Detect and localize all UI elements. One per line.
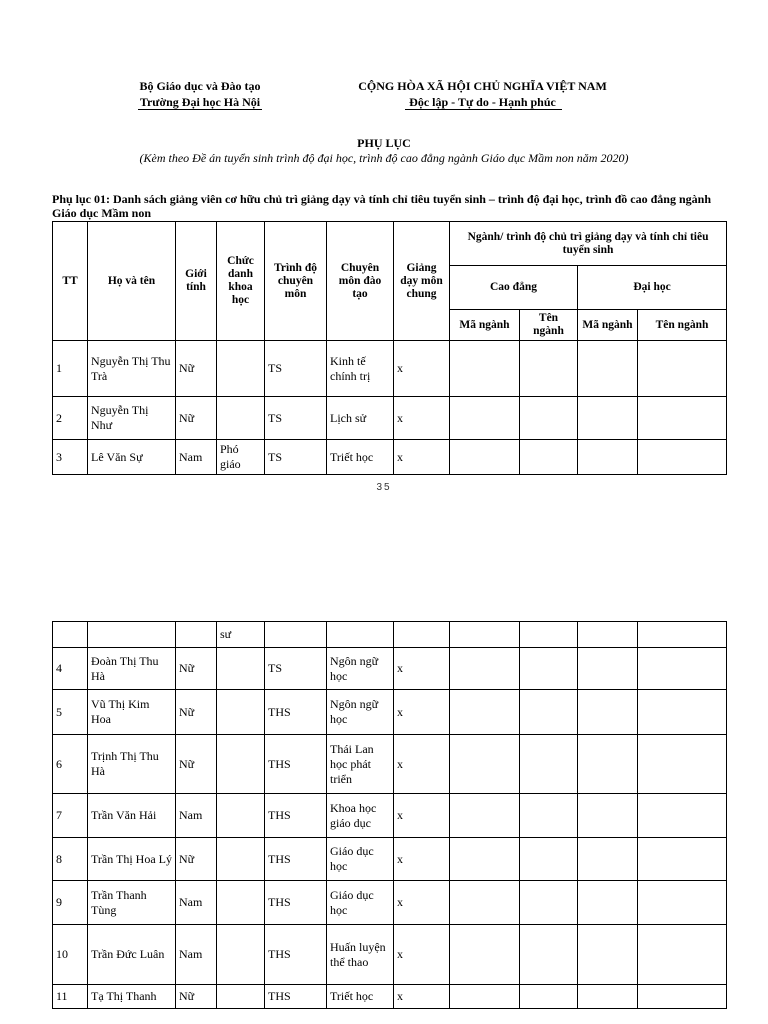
cell-empty: [578, 341, 638, 397]
cell-title: Phó giáo: [217, 440, 265, 475]
cell-tt: 8: [53, 838, 88, 881]
national-motto: CỘNG HÒA XÃ HỘI CHỦ NGHĨA VIỆT NAM: [358, 79, 607, 93]
cell-empty: [450, 794, 520, 838]
cell-degree: TS: [265, 648, 327, 690]
header-gender: Giới tính: [176, 222, 217, 341]
cell-general: x: [394, 925, 450, 985]
cell-general: x: [394, 690, 450, 735]
cell-major: Ngôn ngữ học: [327, 648, 394, 690]
header-college-name: Tên ngành: [520, 310, 578, 341]
cell-title: [217, 341, 265, 397]
section-title: Phụ lục 01: Danh sách giảng viên cơ hữu chủ trì giảng dạy và tính chỉ tiêu tuyển sinh – trình độ đại học, trình đồ cao đẳng ngành Giáo dục Mầm non: [52, 192, 711, 220]
table-row: [53, 735, 727, 794]
cell-major: Ngôn ngữ học: [327, 690, 394, 735]
cell-empty: [578, 440, 638, 475]
cell-name: Tạ Thị Thanh: [88, 985, 176, 1009]
cell-general: x: [394, 794, 450, 838]
cell-tt: 4: [53, 648, 88, 690]
university-name: Trường Đại học Hà Nội: [139, 95, 261, 109]
cell-tt: 7: [53, 794, 88, 838]
cell-tt: 5: [53, 690, 88, 735]
cell-tt: [53, 622, 88, 648]
cell-empty: [520, 622, 578, 648]
cell-name: [88, 622, 176, 648]
cell-title: [217, 925, 265, 985]
cell-empty: [520, 985, 578, 1009]
cell-empty: [578, 925, 638, 985]
cell-empty: [578, 881, 638, 925]
cell-gender: Nữ: [176, 735, 217, 794]
cell-gender: Nam: [176, 881, 217, 925]
lecturer-table-page1: [52, 221, 727, 475]
cell-name: Trịnh Thị Thu Hà: [88, 735, 176, 794]
header-major: Chuyên môn đào tạo: [327, 222, 394, 341]
cell-name: Đoàn Thị Thu Hà: [88, 648, 176, 690]
table-row: [53, 985, 727, 1009]
cell-empty: [578, 794, 638, 838]
cell-empty: [638, 648, 727, 690]
cell-title: [217, 735, 265, 794]
cell-name: Trần Thị Hoa Lý: [88, 838, 176, 881]
cell-name: Vũ Thị Kim Hoa: [88, 690, 176, 735]
cell-gender: Nữ: [176, 648, 217, 690]
cell-general: x: [394, 838, 450, 881]
cell-degree: [265, 622, 327, 648]
cell-empty: [450, 648, 520, 690]
cell-name: Nguyễn Thị Thu Trà: [88, 341, 176, 397]
cell-empty: [638, 925, 727, 985]
cell-gender: Nam: [176, 925, 217, 985]
cell-empty: [520, 881, 578, 925]
cell-empty: [638, 794, 727, 838]
cell-gender: Nữ: [176, 690, 217, 735]
cell-degree: TS: [265, 341, 327, 397]
cell-tt: 3: [53, 440, 88, 475]
cell-empty: [450, 341, 520, 397]
header-university-code: Mã ngành: [578, 310, 638, 341]
cell-empty: [520, 735, 578, 794]
table-row: [53, 341, 727, 397]
cell-major: Giáo dục học: [327, 881, 394, 925]
header-tt: TT: [53, 222, 88, 341]
cell-empty: [520, 648, 578, 690]
cell-empty: [638, 985, 727, 1009]
cell-name: Trần Thanh Tùng: [88, 881, 176, 925]
cell-empty: [638, 690, 727, 735]
cell-major: Huấn luyện thể thao: [327, 925, 394, 985]
cell-tt: 11: [53, 985, 88, 1009]
cell-title: [217, 881, 265, 925]
header-college-code: Mã ngành: [450, 310, 520, 341]
cell-gender: Nam: [176, 440, 217, 475]
table-row: [53, 838, 727, 881]
cell-empty: [520, 341, 578, 397]
cell-tt: 10: [53, 925, 88, 985]
table-row: [53, 622, 727, 648]
cell-degree: THS: [265, 794, 327, 838]
cell-major: Giáo dục học: [327, 838, 394, 881]
cell-empty: [638, 622, 727, 648]
header-general-teaching: Giảng dạy môn chung: [394, 222, 450, 341]
cell-empty: [578, 735, 638, 794]
header-college: Cao đẳng: [450, 266, 578, 310]
cell-title: [217, 838, 265, 881]
header-university-name: Tên ngành: [638, 310, 727, 341]
cell-tt: 2: [53, 397, 88, 440]
header-degree: Trình độ chuyên môn: [265, 222, 327, 341]
page-number: 35: [376, 482, 392, 493]
cell-general: x: [394, 648, 450, 690]
cell-empty: [638, 397, 727, 440]
cell-empty: [578, 838, 638, 881]
table-row: [53, 690, 727, 735]
cell-empty: [450, 690, 520, 735]
cell-gender: Nam: [176, 794, 217, 838]
cell-title: [217, 985, 265, 1009]
cell-title: [217, 690, 265, 735]
cell-empty: [450, 397, 520, 440]
cell-gender: [176, 622, 217, 648]
university-underline: [138, 109, 262, 110]
cell-major: [327, 622, 394, 648]
cell-empty: [450, 925, 520, 985]
cell-empty: [638, 341, 727, 397]
header-group: Ngành/ trình độ chủ trì giảng dạy và tính chỉ tiêu tuyển sinh: [450, 222, 727, 266]
cell-name: Nguyễn Thị Như: [88, 397, 176, 440]
cell-empty: [520, 440, 578, 475]
cell-empty: [578, 690, 638, 735]
cell-empty: [520, 838, 578, 881]
cell-general: [394, 622, 450, 648]
table-row: [53, 881, 727, 925]
header-academic-title: Chức danh khoa học: [217, 222, 265, 341]
cell-title: [217, 794, 265, 838]
appendix-subtitle: (Kèm theo Đề án tuyển sinh trình độ đại học, trình độ cao đẳng ngành Giáo dục Mầm non năm 2020): [139, 151, 629, 165]
national-slogan: Độc lập - Tự do - Hạnh phúc: [409, 95, 556, 109]
table-row: [53, 440, 727, 475]
cell-title: [217, 648, 265, 690]
cell-gender: Nữ: [176, 985, 217, 1009]
cell-gender: Nữ: [176, 397, 217, 440]
ministry-name: Bộ Giáo dục và Đào tạo: [139, 79, 261, 93]
cell-major: Khoa học giáo dục: [327, 794, 394, 838]
cell-general: x: [394, 440, 450, 475]
cell-empty: [520, 397, 578, 440]
cell-degree: THS: [265, 881, 327, 925]
cell-general: x: [394, 341, 450, 397]
cell-degree: THS: [265, 925, 327, 985]
cell-major: Thái Lan học phát triển: [327, 735, 394, 794]
cell-title: [217, 397, 265, 440]
cell-degree: THS: [265, 985, 327, 1009]
cell-name: Lê Văn Sự: [88, 440, 176, 475]
cell-degree: THS: [265, 690, 327, 735]
table-row: [53, 925, 727, 985]
ministry-header: [100, 78, 300, 110]
header-name: Họ và tên: [88, 222, 176, 341]
cell-gender: Nữ: [176, 341, 217, 397]
cell-empty: [638, 838, 727, 881]
cell-tt: 6: [53, 735, 88, 794]
cell-empty: [520, 690, 578, 735]
cell-empty: [450, 881, 520, 925]
slogan-underline: [405, 109, 562, 110]
cell-gender: Nữ: [176, 838, 217, 881]
header-university: Đại học: [578, 266, 727, 310]
cell-empty: [638, 881, 727, 925]
table-row: [53, 648, 727, 690]
cell-name: Trần Đức Luân: [88, 925, 176, 985]
cell-empty: [450, 838, 520, 881]
cell-empty: [578, 648, 638, 690]
cell-empty: [450, 622, 520, 648]
cell-major: Triết học: [327, 440, 394, 475]
cell-major: Triết học: [327, 985, 394, 1009]
national-header: [320, 78, 645, 110]
cell-empty: [578, 397, 638, 440]
cell-degree: TS: [265, 440, 327, 475]
cell-title: sư: [217, 622, 265, 648]
cell-general: x: [394, 881, 450, 925]
cell-empty: [450, 440, 520, 475]
cell-empty: [638, 440, 727, 475]
cell-empty: [578, 622, 638, 648]
cell-major: Lịch sử: [327, 397, 394, 440]
cell-major: Kinh tế chính trị: [327, 341, 394, 397]
cell-empty: [578, 985, 638, 1009]
cell-degree: THS: [265, 735, 327, 794]
cell-general: x: [394, 985, 450, 1009]
cell-degree: TS: [265, 397, 327, 440]
cell-empty: [450, 985, 520, 1009]
lecturer-table-page2: [52, 621, 727, 1009]
cell-empty: [520, 794, 578, 838]
cell-tt: 9: [53, 881, 88, 925]
cell-degree: THS: [265, 838, 327, 881]
cell-general: x: [394, 735, 450, 794]
cell-empty: [450, 735, 520, 794]
cell-empty: [520, 925, 578, 985]
cell-general: x: [394, 397, 450, 440]
appendix-title: PHỤ LỤC: [357, 136, 411, 150]
table-row: [53, 397, 727, 440]
cell-empty: [638, 735, 727, 794]
table-row: [53, 794, 727, 838]
cell-tt: 1: [53, 341, 88, 397]
cell-name: Trần Văn Hải: [88, 794, 176, 838]
